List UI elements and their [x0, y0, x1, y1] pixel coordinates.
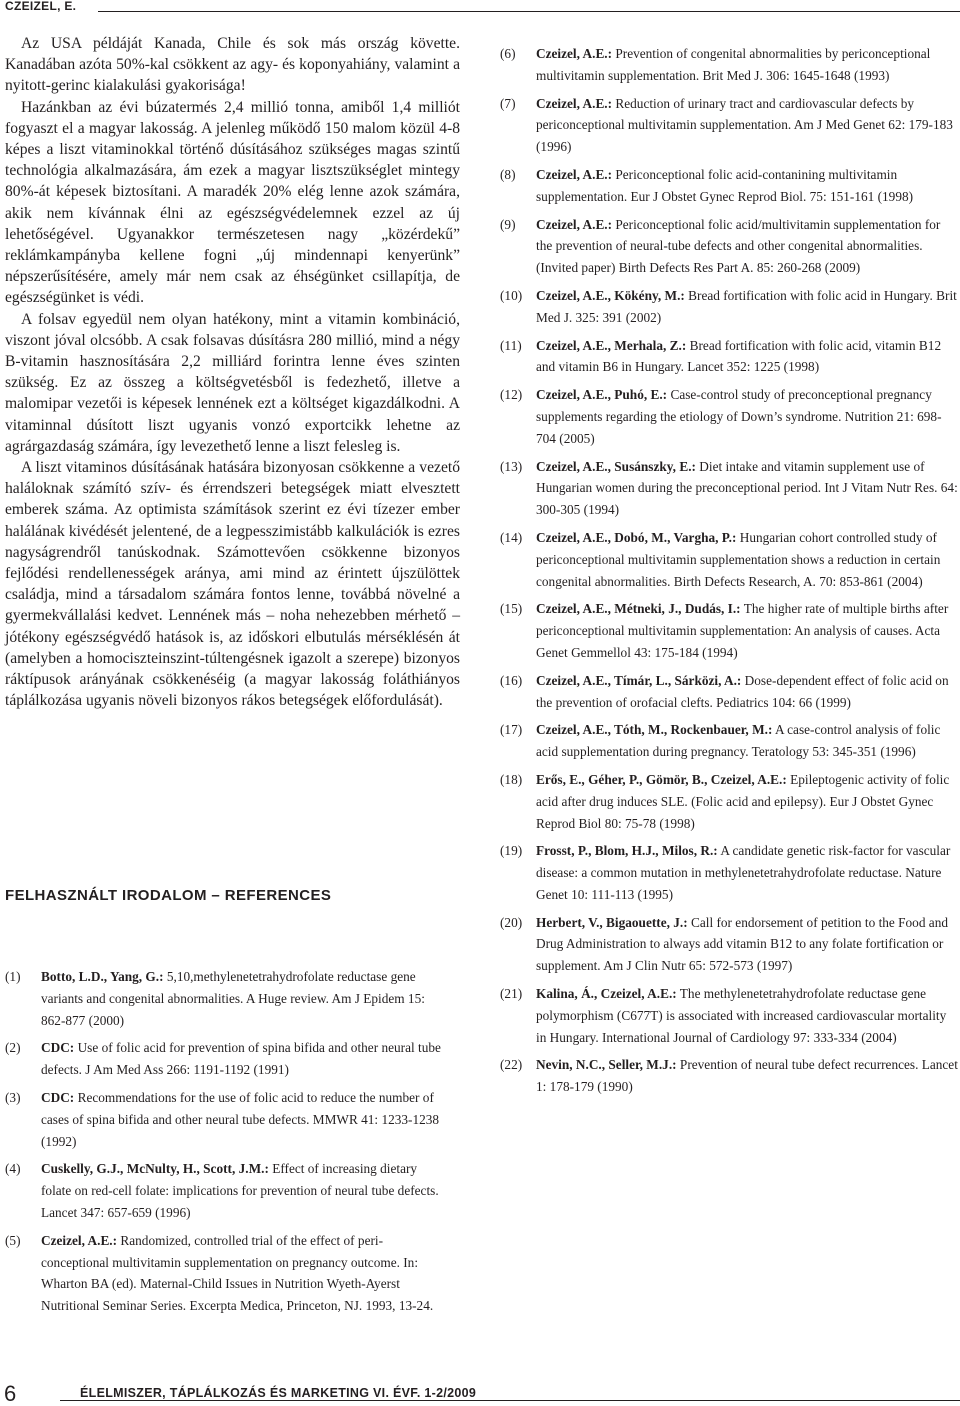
reference-text: Case-control study of preconceptional pregnancy supplements regarding the etiology of Down’s syndrome. Nutrition 21: 698-704 (2005) — [536, 387, 942, 446]
reference-item — [500, 670, 958, 714]
reference-item — [500, 93, 958, 158]
running-title: CZEIZEL, E. — [5, 0, 77, 13]
reference-authors: Herbert, V., Bigaouette, J.: — [536, 914, 688, 930]
reference-authors: CDC: — [41, 1089, 75, 1105]
reference-item — [500, 214, 958, 279]
reference-item — [500, 598, 958, 663]
reference-authors: Czeizel, A.E., Métneki, J., Dudás, I.: — [536, 601, 741, 617]
reference-authors: Frosst, P., Blom, H.J., Milos, R.: — [536, 843, 718, 859]
reference-authors: Czeizel, A.E.: — [536, 95, 613, 111]
reference-item — [5, 966, 445, 1031]
journal-footer: ÉLELMISZER, TÁPLÁLKOZÁS ÉS MARKETING VI. ÉVF. 1-2/2009 — [80, 1386, 477, 1400]
reference-number: (4) — [5, 1161, 21, 1177]
reference-item — [500, 43, 958, 87]
reference-text: Effect of increasing dietary folate on red-cell folate: implications for prevention of neural tube defects. Lancet 347: 657-659 (1996) — [41, 1161, 439, 1220]
reference-number: (3) — [5, 1089, 21, 1105]
reference-authors: Czeizel, A.E., Kökény, M.: — [536, 287, 685, 303]
reference-text: The methylenetetrahydrofolate reductase gene polymorphism (C677T) is associated with increased cardiovascular mortality in Hungary. International Journal of Cardiology 97: 333-334 (2004) — [536, 986, 947, 1045]
reference-authors: Nevin, N.C., Seller, M.J.: — [536, 1057, 677, 1073]
reference-authors: Cuskelly, G.J., McNulty, H., Scott, J.M.: — [41, 1161, 269, 1177]
reference-item — [500, 164, 958, 208]
reference-number: (7) — [500, 95, 516, 111]
body-paragraph: A folsav egyedül nem olyan hatékony, mint a vitamin kombináció, viszont jóval olcsóbb. A csak folsavas dúsításra 280 millió, mind a négy B-vitamin hasznosítására 2,2 milliárd forintra lenne éves szinten szükség. Ez az összeg a költségvetésből is fedezhető, illetve a malomipar vezetői is képesek lennének ezt a költséget kigazdálkodni. A vitaminnal dúsított liszt ugyanis vonzó exportcikk lehetne az agrárgazdaság számára, így levezethető lenne a liszt felesleg is. — [5, 310, 460, 455]
reference-item — [5, 1087, 445, 1152]
reference-authors: Czeizel, A.E.: — [536, 216, 613, 232]
reference-number: (11) — [500, 337, 522, 353]
reference-number: (1) — [5, 969, 21, 984]
reference-authors: Czeizel, A.E.: — [536, 166, 613, 182]
reference-number: (19) — [500, 843, 523, 859]
reference-text: Use of folic acid for prevention of spina bifida and other neural tube defects. J Am Med Ass 266: 1191-1192 (1991) — [41, 1040, 441, 1078]
reference-text: 5,10,methylenetetrahydrofolate reductase gene variants and congenital abnormalities. A Huge review. Am J Epidem 15: 862-877 (2000) — [41, 969, 425, 1028]
body-paragraph: Hazánkban az évi búzatermés 2,4 millió tonna, amiből 1,4 milliót fogyaszt el a magyar lakosság. A jelenleg működő 150 malom közül 4-8 képes a liszt vitaminokkal történő dúsításához szükséges magas szintű technológia alkalmazására, ám ezek a magyar lisztszükséglet mintegy 80%-át képesek biztosítani. A maradék 20% elég lenne azok számára, akik nem kívánnak élni az egészségvédelemnek ezzel az új lehetőségével. Ugyanakkor természetesen nagy „közérdekű” reklámkampányba kellene fogni „új mindennapi kenyerünk” népszerűsítésére, amely már nem csak az éhségünket csillapítja, de egészségünket is védi. — [5, 98, 460, 307]
reference-text: Epileptogenic activity of folic acid after drug induces SLE. (Folic acid and epilepsy). Eur J Obstet Gynec Reprod Biol 80: 75-78 (1998) — [536, 771, 950, 831]
reference-number: (9) — [500, 216, 516, 232]
body-paragraph: Az USA példáját Kanada, Chile és sok más ország követte. Kanadában azóta 50%-kal csökkent az agy- és koponyahiány, valamint a nyitott-gerinc kialakulási gyakorisága! — [5, 35, 460, 95]
reference-authors: Kalina, Á., Czeizel, A.E.: — [536, 986, 677, 1002]
reference-item — [5, 1037, 445, 1081]
reference-number: (8) — [500, 166, 516, 182]
reference-authors: Erős, E., Géher, P., Gömör, B., Czeizel, A.E.: — [536, 771, 787, 787]
reference-item — [5, 1230, 445, 1317]
footer-rule — [60, 1400, 960, 1401]
reference-number: (17) — [500, 722, 523, 738]
reference-number: (14) — [500, 529, 523, 545]
reference-text: The higher rate of multiple births after periconceptional multivitamin supplementation: An analysis of causes. Acta Genet Gemmellol 43: 175-184 (1994) — [536, 601, 949, 660]
reference-authors: Czeizel, A.E., Susánszky, E.: — [536, 458, 696, 474]
reference-text: Randomized, controlled trial of the effect of periconceptional multivitamin supplementation on pregnancy outcome. In: Wharton BA (ed). Maternal-Child Issues in Nutrition Wyeth-Ayerst Nutritional Seminar Series. Excerpta Medica, Princeton, NJ. 1993, 13-24. — [41, 1232, 434, 1314]
reference-list-left — [5, 966, 445, 1323]
reference-item — [500, 840, 958, 905]
body-paragraph: A liszt vitaminos dúsításának hatására bizonyosan csökkenne a vezető haláloknak számító szív- és érrendszeri betegségek miatt elvesztett emberek száma. Az optimista számítások szerint ez évi tízezer ember halálának kivédését jelentené, de a legpesszimistább kalkulációk is ezres nagyságrendről tanúskodnak. Számottevően csökkenne bizonyos fejlődési rendellenességek aránya, ami mind az érintett újszülöttek családja, mind a társadalom számára fontos lenne, továbbá növelné a gyermekvállalási kedvet. Lennének más – noha nehezebben mérhető – jótékony egészségvédő hatások is, az időskori elbutulás mérséklésén át (amelyben a homociszteinszint-túltengésnek igazolt a szerepe) bizonyos ráktípusok arányának csökkenéséig (a magyar lakosság foláthiányos táplálkozása ugyanis növeli bizonyos rákos betegségek előfordulását). — [5, 459, 460, 710]
reference-number: (18) — [500, 771, 523, 787]
references-heading: FELHASZNÁLT IRODALOM – REFERENCES — [5, 887, 332, 904]
reference-authors: Czeizel, A.E., Tímár, L., Sárközi, A.: — [536, 672, 742, 688]
reference-number: (10) — [500, 287, 523, 303]
reference-text: Prevention of neural tube defect recurrences. Lancet 1: 178-179 (1990) — [536, 1057, 958, 1095]
reference-text: Hungarian cohort controlled study of periconceptional multivitamin supplementation shows a reduction in certain congenital abnormalities. Birth Defects Research, A. 70: 853-861 (2004) — [536, 529, 941, 589]
reference-text: Bread fortification with folic acid in Hungary. Brit Med J. 325: 391 (2002) — [536, 287, 957, 325]
reference-item — [500, 719, 958, 763]
reference-text: A candidate genetic risk-factor for vascular disease: a common mutation in methylenetetrahydrofolate reductase. Nature Genet 10: 111-113 (1995) — [536, 843, 951, 902]
reference-authors: Czeizel, A.E.: — [41, 1232, 118, 1248]
reference-number: (2) — [5, 1040, 21, 1056]
page-number: 6 — [4, 1381, 17, 1406]
running-header — [0, 0, 960, 13]
reference-item — [500, 983, 958, 1048]
reference-item — [500, 384, 958, 449]
header-rule — [98, 11, 960, 12]
reference-text: Dose-dependent effect of folic acid on the prevention of orofacial clefts. Pediatrics 104: 66 (1999) — [536, 672, 949, 710]
reference-item — [500, 527, 958, 592]
reference-authors: Czeizel, A.E., Merhala, Z.: — [536, 337, 687, 353]
reference-item — [500, 335, 958, 379]
reference-number: (15) — [500, 601, 523, 617]
reference-item — [500, 456, 958, 521]
reference-item — [5, 1158, 445, 1223]
reference-text: Recommendations for the use of folic acid to reduce the number of cases of spina bifida and other neural tube defects. MMWR 41: 1233-1238 (1992) — [41, 1089, 440, 1149]
reference-authors: Czeizel, A.E., Dobó, M., Vargha, P.: — [536, 529, 737, 545]
reference-text: Bread fortification with folic acid, vitamin B12 and vitamin B6 in Hungary. Lancet 352: 1225 (1998) — [536, 337, 942, 375]
reference-item — [500, 285, 958, 329]
reference-authors: Czeizel, A.E., Tóth, M., Rockenbauer, M.: — [536, 722, 773, 738]
reference-number: (20) — [500, 914, 523, 930]
body-text-column — [5, 33, 460, 712]
reference-text: Diet intake and vitamin supplement use of Hungarian women during the preconceptional period. Int J Vitam Nutr Res. 64: 300-305 (1994) — [536, 458, 958, 518]
reference-authors: Czeizel, A.E.: — [536, 46, 613, 61]
reference-number: (5) — [5, 1232, 21, 1248]
reference-text: Reduction of urinary tract and cardiovascular defects by periconceptional multivitamin supplementation. Am J Med Genet 62: 179-183 (1996) — [536, 95, 953, 155]
reference-number: (22) — [500, 1057, 523, 1073]
reference-number: (6) — [500, 46, 516, 61]
reference-text: A case-control analysis of folic acid supplementation during pregnancy. Teratology 53: 345-351 (1996) — [536, 722, 941, 760]
reference-number: (12) — [500, 387, 523, 403]
reference-list-right — [500, 43, 958, 1104]
reference-text: Periconceptional folic acid/multivitamin supplementation for the prevention of neural-tube defects and other congenital abnormalities. (Invited paper) Birth Defects Res Part A. 85: 260-268 (2009) — [536, 216, 941, 276]
reference-item — [500, 1054, 958, 1098]
reference-number: (16) — [500, 672, 523, 688]
reference-number: (13) — [500, 458, 523, 474]
reference-item — [500, 912, 958, 977]
reference-text: Periconceptional folic acid-contanining multivitamin supplementation. Eur J Obstet Gynec Reprod Biol. 75: 151-161 (1998) — [536, 166, 914, 204]
reference-authors: CDC: — [41, 1040, 75, 1056]
reference-item — [500, 769, 958, 834]
reference-authors: Czeizel, A.E., Puhó, E.: — [536, 387, 668, 403]
reference-authors: Botto, L.D., Yang, G.: — [41, 969, 164, 984]
reference-text: Call for endorsement of petition to the Food and Drug Administration to always add vitamin B12 to any folate fortification or supplement. Am J Clin Nutr 65: 572-573 (1997) — [536, 914, 949, 974]
reference-number: (21) — [500, 986, 523, 1002]
reference-text: Prevention of congenital abnormalities by periconceptional multivitamin supplementation. Brit Med J. 306: 1645-1648 (1993) — [536, 46, 931, 83]
